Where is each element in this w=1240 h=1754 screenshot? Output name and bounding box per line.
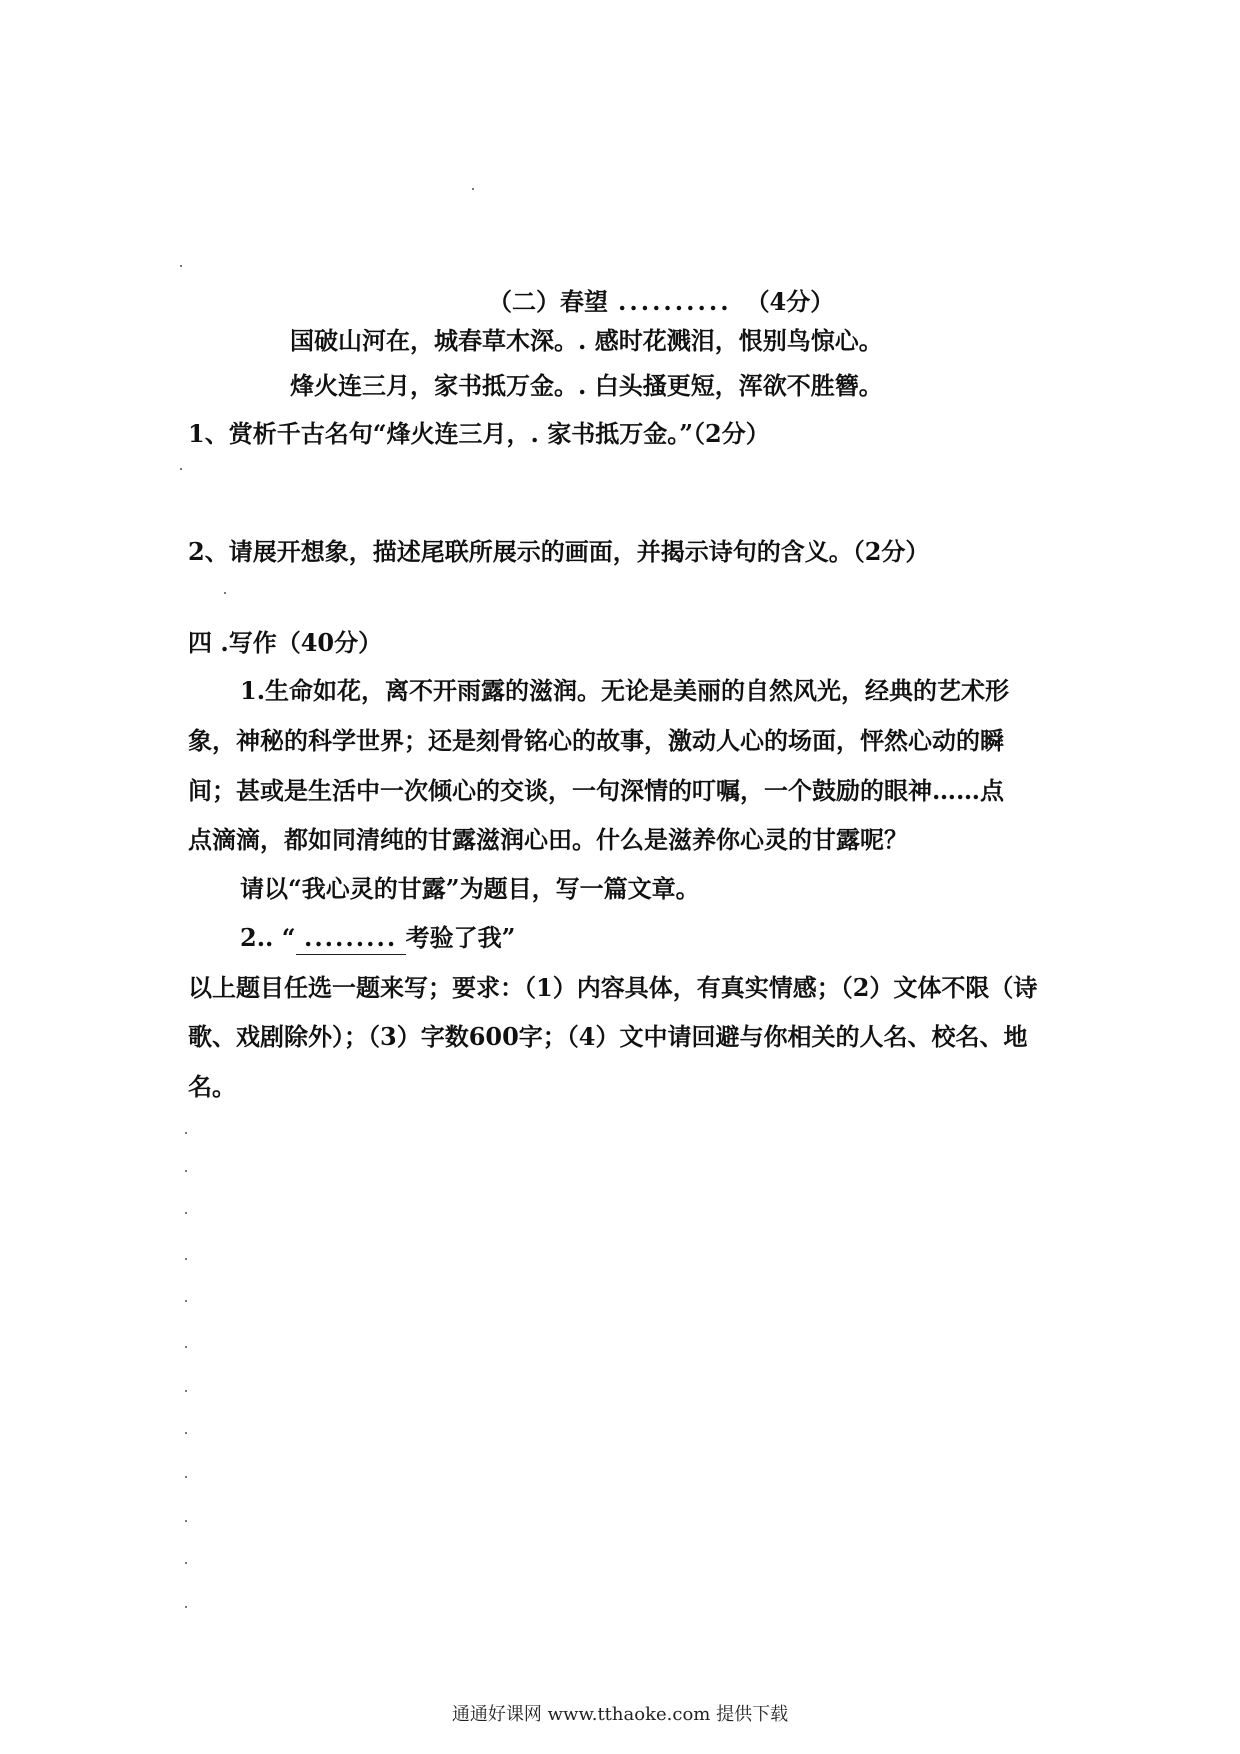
scan-speck xyxy=(185,1212,187,1214)
writing-requirements-line-1: 以上题目任选一题来写；要求：（1）内容具体，有真实情感；（2）文体不限（诗 xyxy=(188,973,1038,1002)
poem-line-2: 烽火连三月，家书抵万金。. 白头搔更短，浑欲不胜簪。 xyxy=(290,371,883,400)
poem-title-dots: .......... xyxy=(618,287,732,316)
scan-speck xyxy=(185,1390,187,1392)
question-1: 1、赏析千古名句“烽火连三月，. 家书抵万金。”（2分） xyxy=(188,419,770,448)
scan-speck xyxy=(185,1258,187,1260)
scan-speck xyxy=(224,592,226,594)
scan-speck xyxy=(185,1132,187,1134)
scan-speck xyxy=(185,1300,187,1302)
writing-heading: 四 .写作（40分） xyxy=(188,628,383,657)
writing-topic-1-prompt: 请以“我心灵的甘露”为题目，写一篇文章。 xyxy=(240,874,700,903)
writing-topic-1-line-1: 1.生命如花，离不开雨露的滋润。无论是美丽的自然风光，经典的艺术形 xyxy=(240,676,1010,705)
scan-speck xyxy=(185,1606,187,1608)
writing-topic-1-line-4: 点滴滴，都如同清纯的甘露滋润心田。什么是滋养你心灵的甘露呢？ xyxy=(188,825,908,854)
scan-speck xyxy=(185,1432,187,1434)
question-2: 2、请展开想象，描述尾联所展示的画面，并揭示诗句的含义。（2分） xyxy=(188,537,930,566)
scan-speck xyxy=(185,1476,187,1478)
scan-speck xyxy=(180,468,182,470)
scan-speck xyxy=(472,188,474,190)
poem-title: （二）春望 xyxy=(488,287,608,316)
scan-speck xyxy=(185,1170,187,1172)
writing-requirements-line-2: 歌、戏剧除外）；（3）字数600字；（4）文中请回避与你相关的人名、校名、地 xyxy=(188,1022,1028,1051)
scan-speck xyxy=(180,265,182,267)
writing-topic-2 xyxy=(240,922,515,955)
writing-topic-1-line-3: 间；甚或是生活中一次倾心的交谈，一句深情的叮嘱，一个鼓励的眼神……点 xyxy=(188,776,1004,805)
writing-topic-2-suffix: 考验了我” xyxy=(405,923,516,952)
poem-header-line xyxy=(488,286,834,318)
writing-requirements-line-3: 名。 xyxy=(188,1072,236,1101)
scan-speck xyxy=(185,1562,187,1564)
footer-watermark: 通通好课网 www.tthaoke.com 提供下载 xyxy=(451,1704,789,1725)
writing-topic-2-blank: ......... xyxy=(296,922,406,955)
poem-score: （4分） xyxy=(745,287,835,316)
writing-topic-1-line-2: 象，神秘的科学世界；还是刻骨铭心的故事，激动人心的场面，怦然心动的瞬 xyxy=(188,726,1004,755)
scan-speck xyxy=(185,1520,187,1522)
poem-line-1: 国破山河在，城春草木深。. 感时花溅泪，恨别鸟惊心。 xyxy=(290,326,883,355)
scan-speck xyxy=(185,1346,187,1348)
writing-topic-2-prefix: 2.. “ xyxy=(240,923,296,952)
